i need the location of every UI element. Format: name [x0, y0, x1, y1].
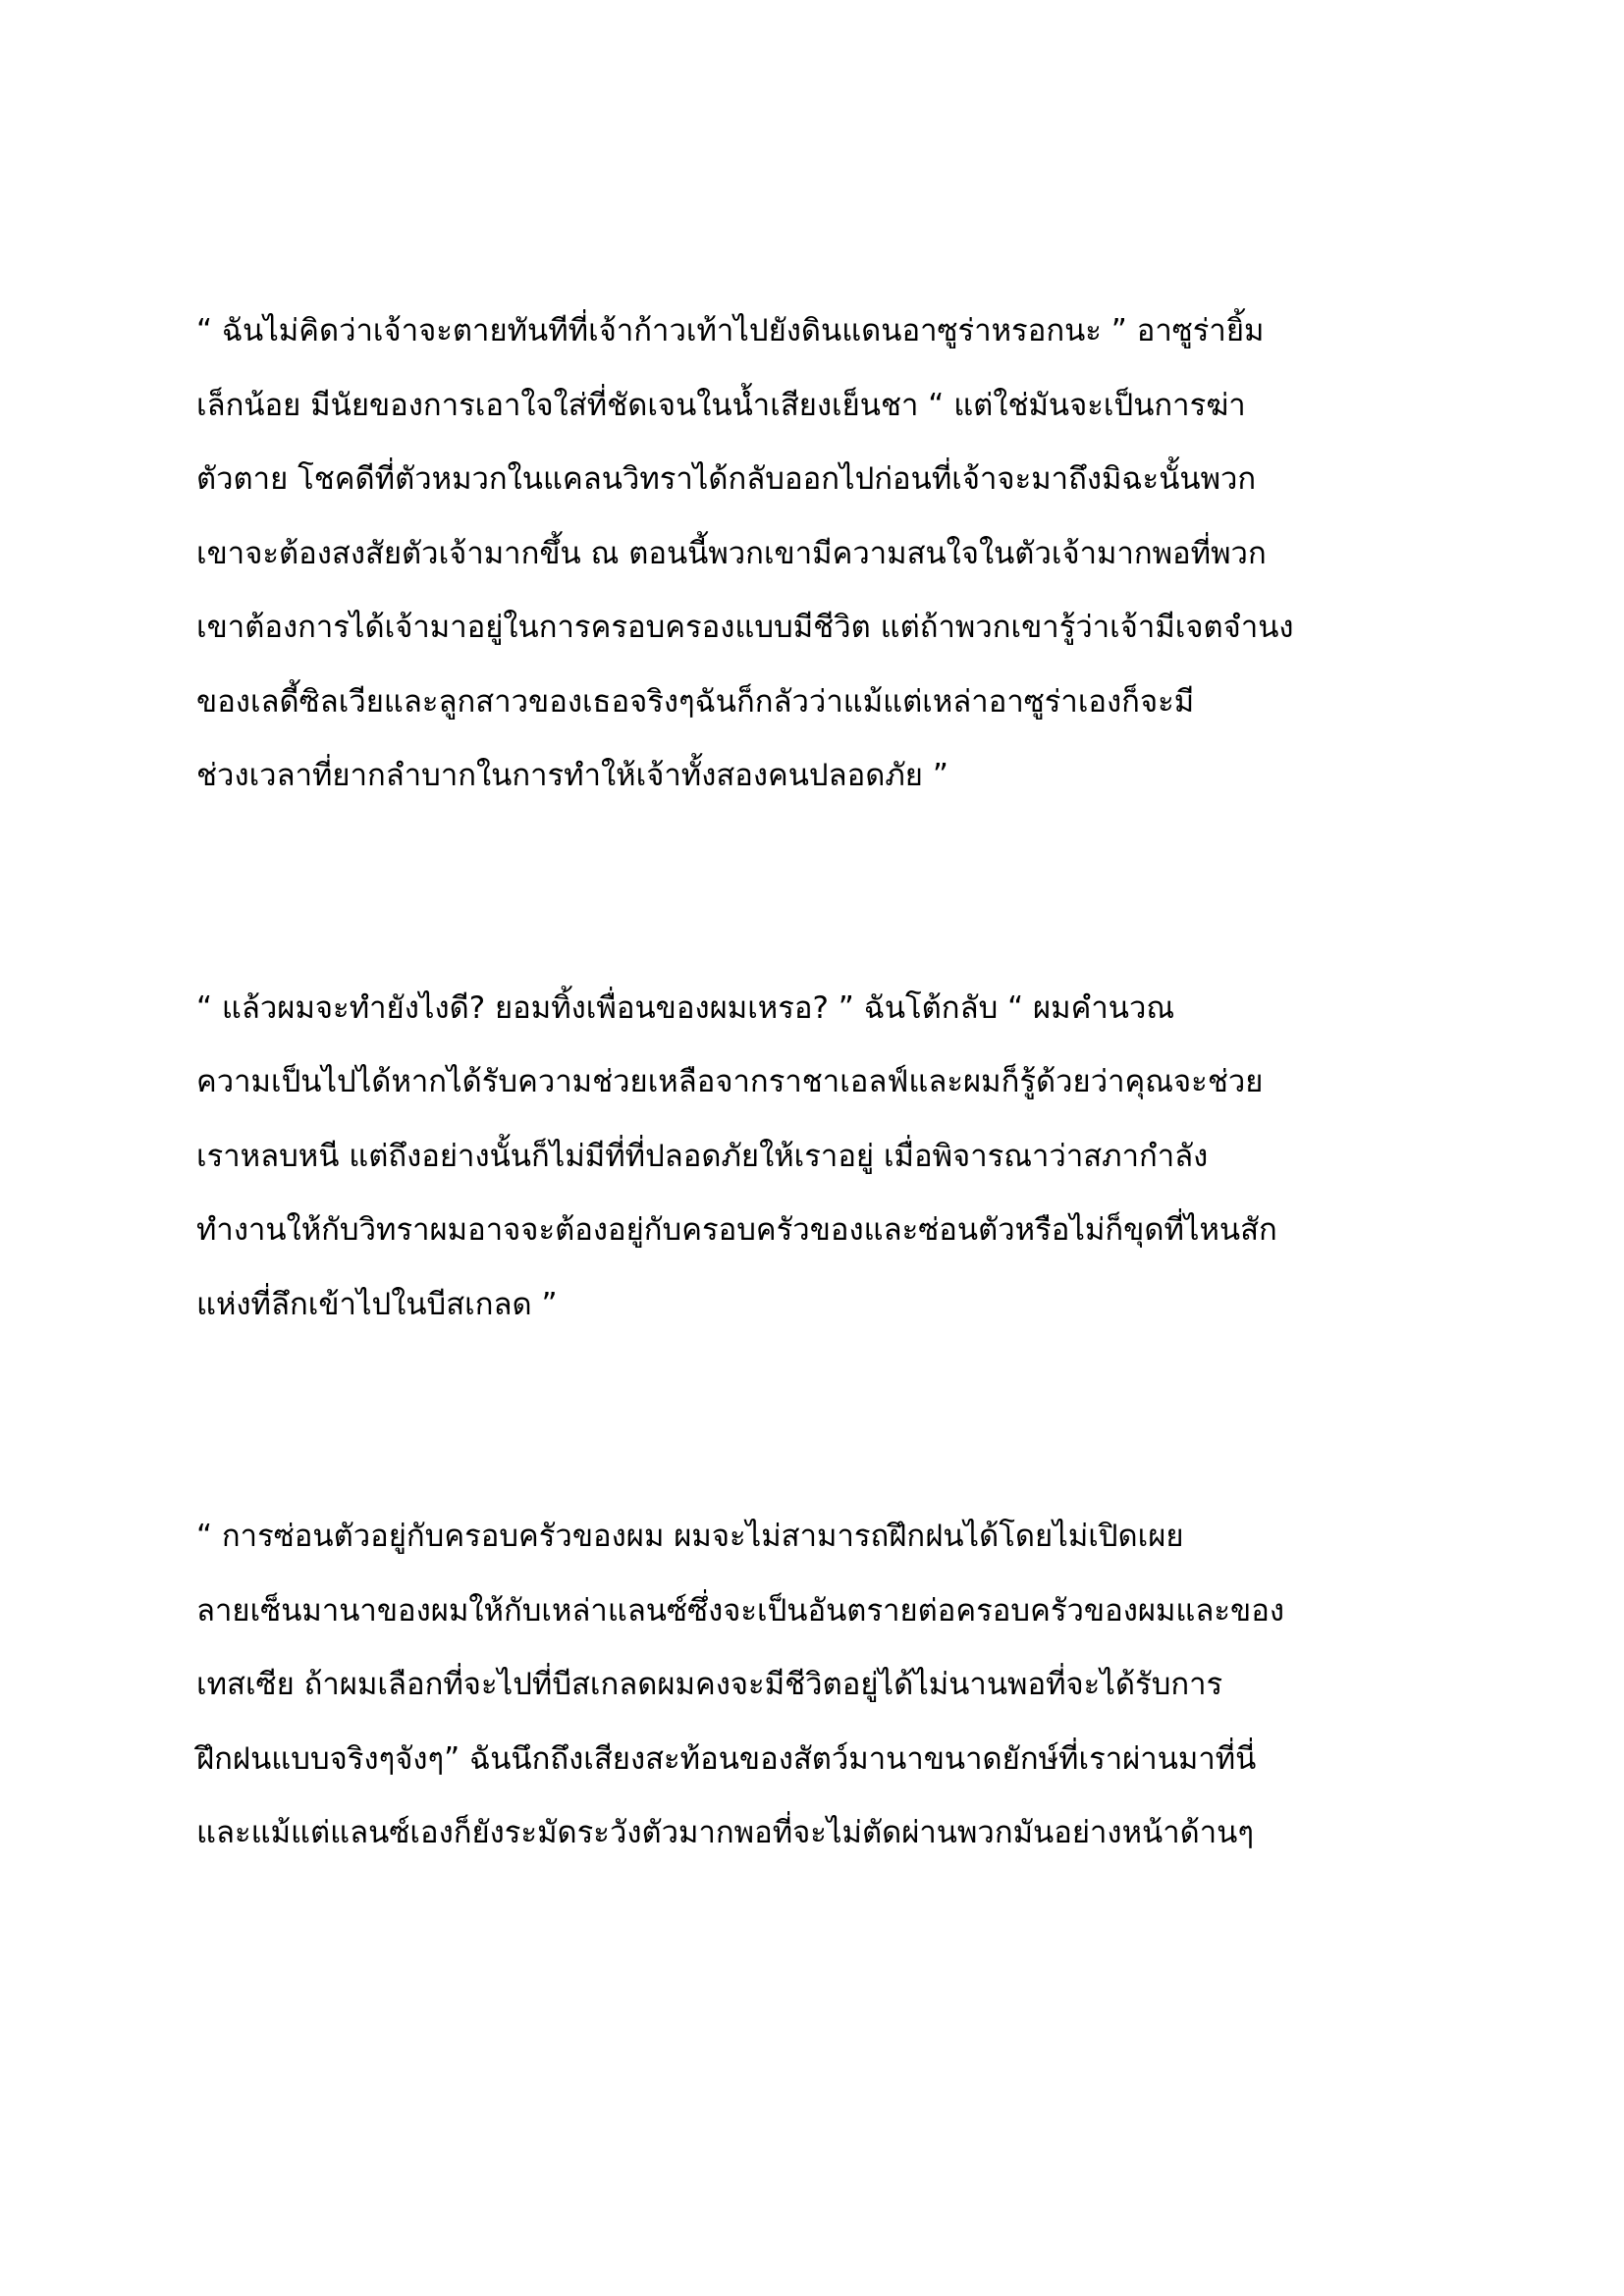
paragraph-spacer: [196, 814, 1453, 972]
document-body: [196, 294, 1453, 1871]
text-line: “ ฉันไม่คิดว่าเจ้าจะตายทันทีที่เจ้าก้าวเท้าไปยังดินแดนอาซูร่าหรอกนะ ” อาซูร่ายิ้ม: [196, 313, 1265, 348]
text-line: ของเลดี้ซิลเวียและลูกสาวของเธอจริงๆฉันก็กลัวว่าแม้แต่เหล่าอาซูร่าเองก็จะมี: [196, 683, 1195, 720]
text-line: ลายเซ็นมานาของผมให้กับเหล่าแลนซ์ซึ่งจะเป็นอันตรายต่อครอบครัวของผมและของ: [196, 1592, 1285, 1629]
text-line: แห่งที่ลึกเข้าไปในบีสเกลด ”: [196, 1286, 558, 1322]
text-line: และแม้แต่แลนซ์เองก็ยังระมัดระวังตัวมากพอที่จะไม่ตัดผ่านพวกมันอย่างหน้าด้านๆ: [196, 1815, 1254, 1850]
text-line: เล็กน้อย มีนัยของการเอาใจใส่ที่ชัดเจนในน้ำเสียงเย็นชา “ แต่ใช่มันจะเป็นการฆ่า: [196, 387, 1246, 423]
paragraph-3: [196, 1500, 1453, 1871]
text-line: เราหลบหนี แต่ถึงอย่างนั้นก็ไม่มีที่ที่ปลอดภัยให้เราอยู่ เมื่อพิจารณาว่าสภากำลัง: [196, 1138, 1209, 1174]
text-line: ความเป็นไปได้หากได้รับความช่วยเหลือจากราชาเอลฟ์และผมก็รู้ด้วยว่าคุณจะช่วย: [196, 1064, 1264, 1099]
text-line: เขาจะต้องสงสัยตัวเจ้ามากขึ้น ณ ตอนนี้พวกเขามีความสนใจในตัวเจ้ามากพอที่พวก: [196, 535, 1267, 571]
text-line: ช่วงเวลาที่ยากลำบากในการทำให้เจ้าทั้งสองคนปลอดภัย ”: [196, 758, 948, 793]
paragraph-spacer: [196, 1342, 1453, 1500]
text-line: ฝึกฝนแบบจริงๆจังๆ” ฉันนึกถึงเสียงสะท้อนของสัตว์มานาขนาดยักษ์ที่เราผ่านมาที่นี่: [196, 1740, 1257, 1777]
text-line: เทสเซีย ถ้าผมเลือกที่จะไปที่บีสเกลดผมคงจะมีชีวิตอยู่ได้ไม่นานพอที่จะได้รับการ: [196, 1667, 1223, 1702]
text-line: เขาต้องการได้เจ้ามาอยู่ในการครอบครองแบบมีชีวิต แต่ถ้าพวกเขารู้ว่าเจ้ามีเจตจำนง: [196, 610, 1294, 645]
paragraph-2: [196, 972, 1453, 1343]
text-line: ทำงานให้กับวิทราผมอาจจะต้องอยู่กับครอบครัวของและซ่อนตัวหรือไม่ก็ขุดที่ไหนสัก: [196, 1212, 1277, 1248]
text-line: ตัวตาย โชคดีที่ตัวหมวกในแคลนวิทราได้กลับออกไปก่อนที่เจ้าจะมาถึงมิฉะนั้นพวก: [196, 461, 1257, 497]
text-line: “ แล้วผมจะทำยังไงดี? ยอมทิ้งเพื่อนของผมเหรอ? ” ฉันโต้กลับ “ ผมคำนวณ: [196, 989, 1175, 1026]
paragraph-1: [196, 294, 1453, 814]
text-line: “ การซ่อนตัวอยู่กับครอบครัวของผม ผมจะไม่สามารถฝึกฝนได้โดยไม่เปิดเผย: [196, 1519, 1184, 1554]
